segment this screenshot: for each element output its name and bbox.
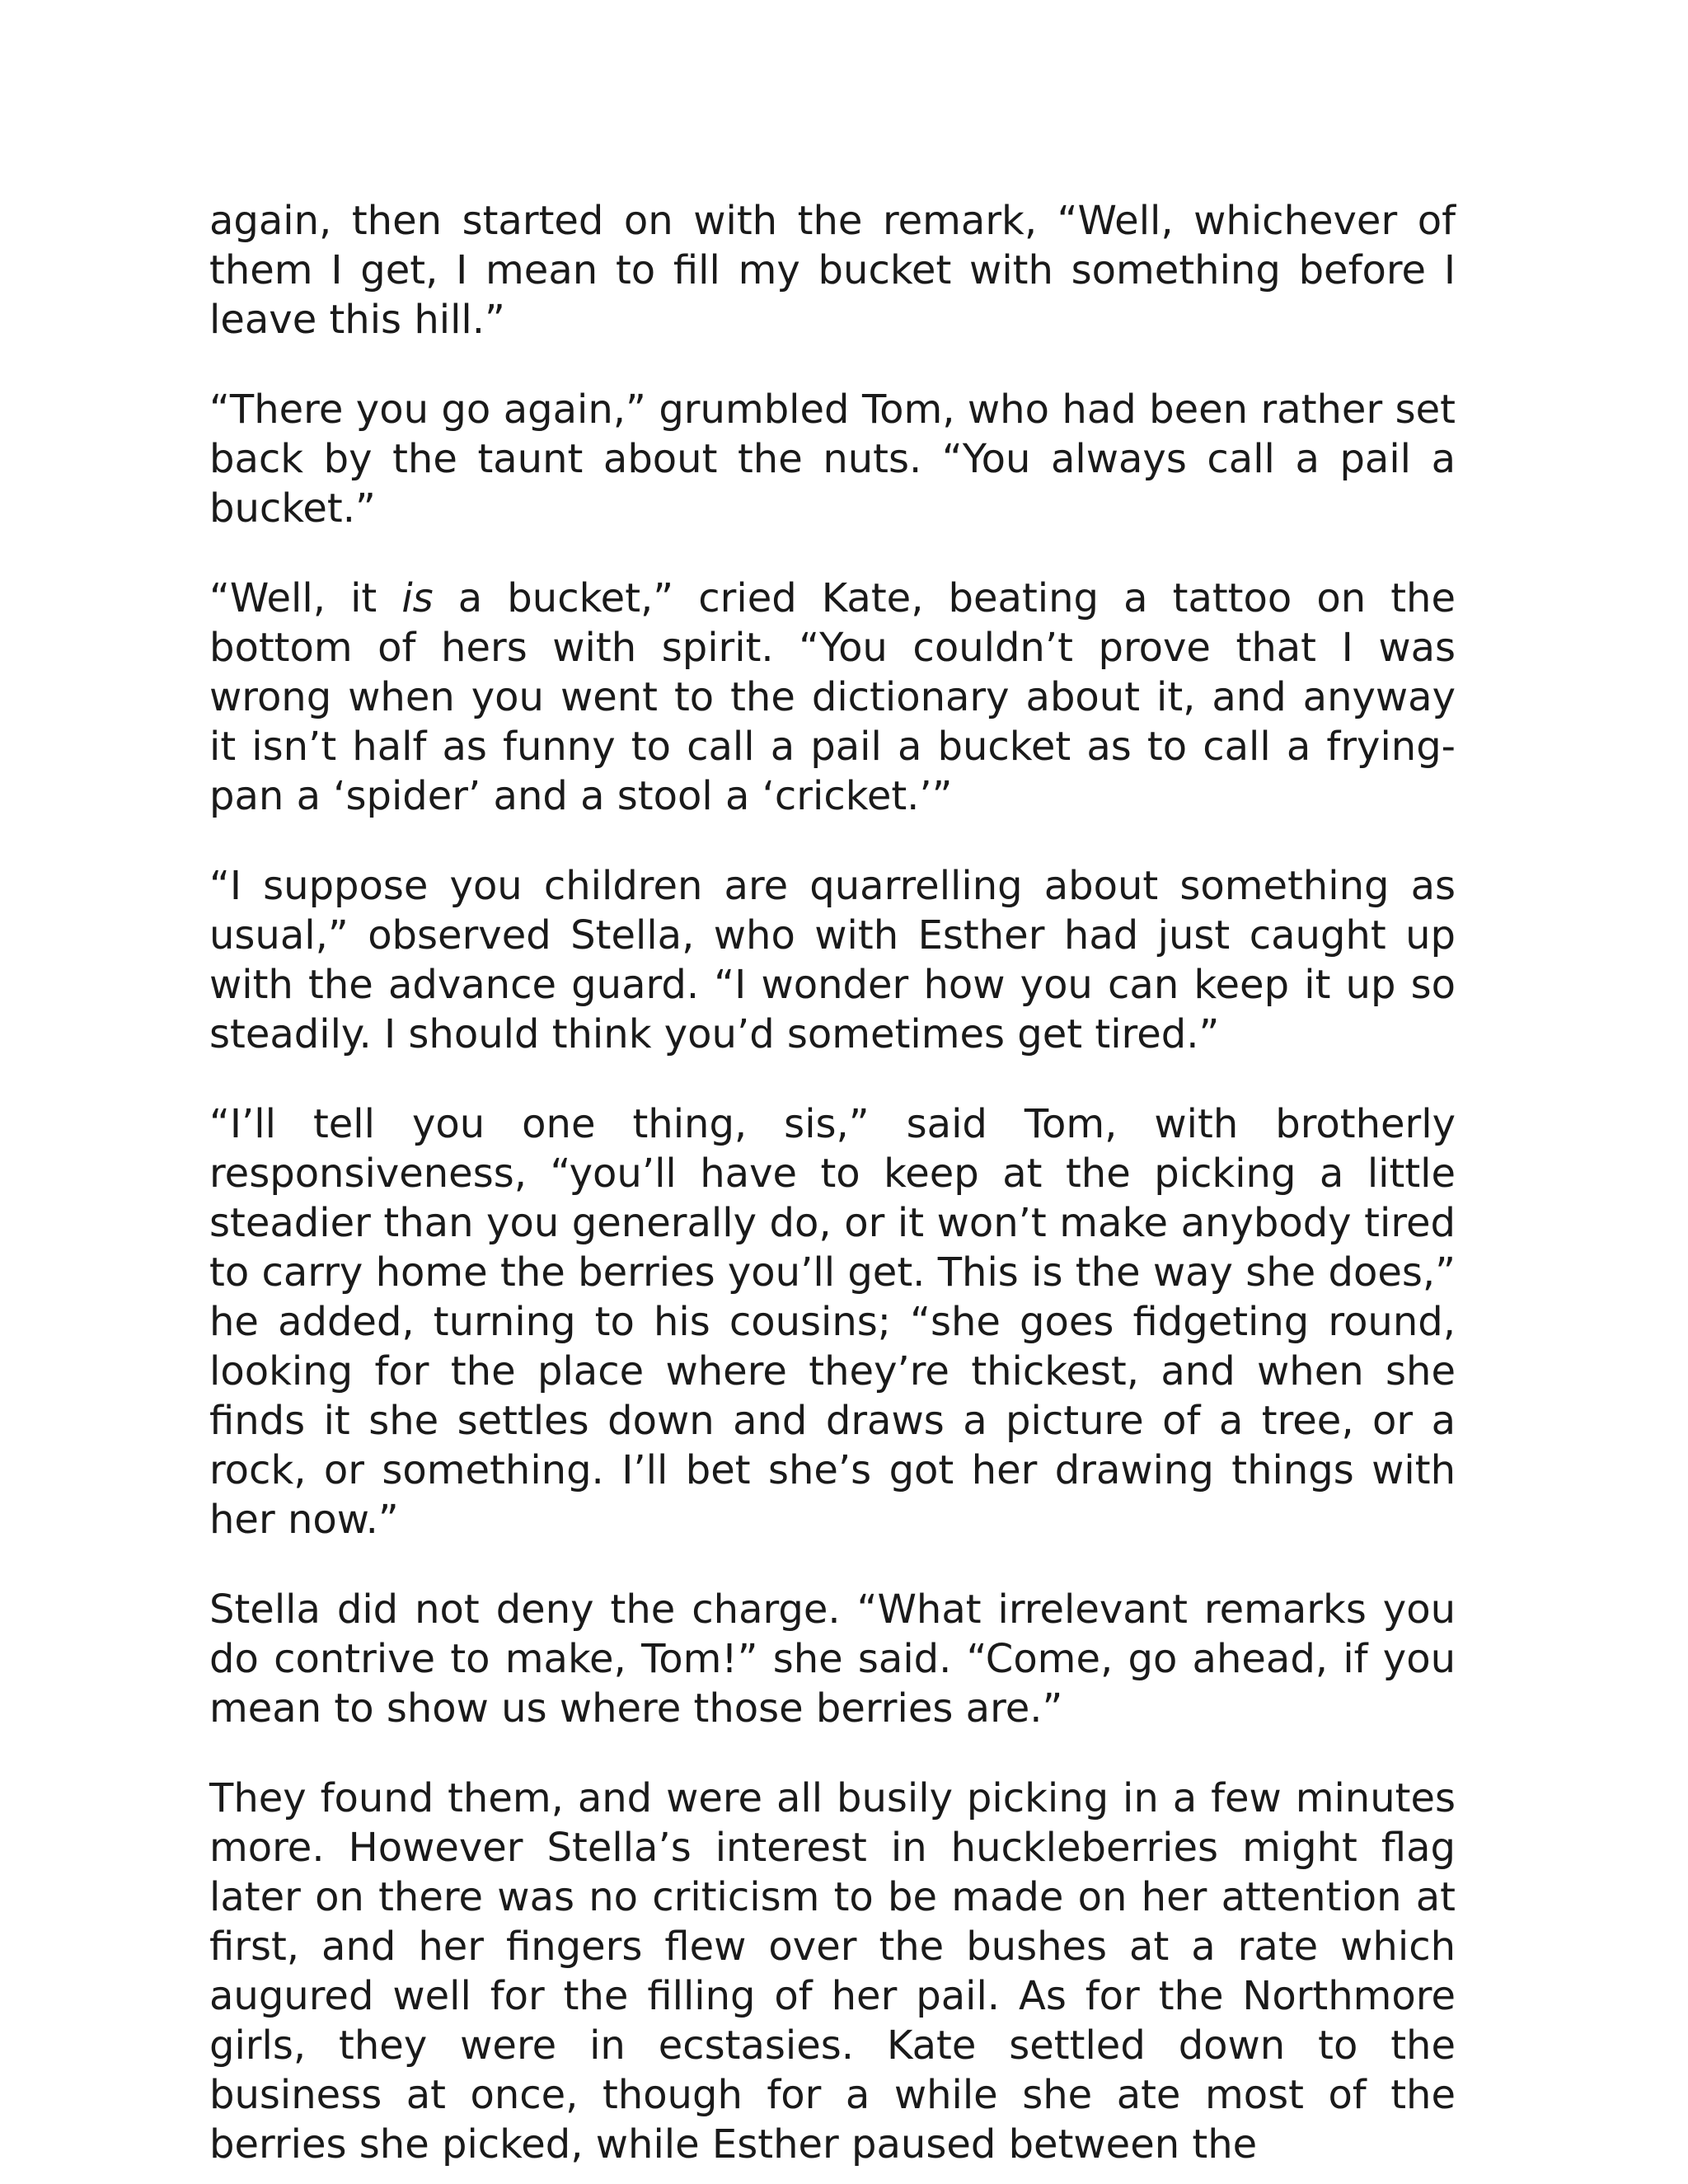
paragraph-text: again, then started on with the remark, “Well, whichever of them I get, I mean to fill my bucket with something before I leave this hill.” [209,198,1456,343]
paragraph [209,1585,1456,1733]
paragraph-text-before: “Well, it [209,575,402,621]
paragraph-text: “I’ll tell you one thing, sis,” said Tom, with brotherly responsiveness, “you’ll have to keep at the picking a little steadier than you generally do, or it won’t make anybody tired to carry home the berries you’ll get. This is the way she does,” he added, turning to his cousins; “she goes fidgeting round, looking for the place where they’re thickest, and when she finds it she settles down and draws a picture of a tree, or a rock, or something. I’ll bet she’s got her drawing things with her now.” [209,1101,1456,1543]
page-body [209,196,1456,2169]
paragraph-text: They found them, and were all busily picking in a few minutes more. However Stella’s interest in huckleberries might flag later on there was no criticism to be made on her attention at first, and her fingers flew over the bushes at a rate which augured well for the filling of her pail. As for the Northmore girls, they were in ecstasies. Kate settled down to the business at once, though for a while she ate most of the berries she picked, while Esther paused between the [209,1775,1456,2168]
paragraph [209,1099,1456,1544]
paragraph-text-after: a bucket,” cried Kate, beating a tattoo on the bottom of hers with spirit. “You couldn’t prove that I was wrong when you went to the dictionary about it, and anyway it isn’t half as funny to call a pail a bucket as to call a frying-pan a ‘spider’ and a stool a ‘cricket.’” [209,575,1456,819]
paragraph-text: Stella did not deny the charge. “What irrelevant remarks you do contrive to make, Tom!” she said. “Come, go ahead, if you mean to show us where those berries are.” [209,1586,1456,1732]
paragraph-text: “There you go again,” grumbled Tom, who had been rather set back by the taunt about the nuts. “You always call a pail a bucket.” [209,387,1456,532]
paragraph [209,861,1456,1059]
emphasized-word: is [401,575,434,621]
paragraph-text: “I suppose you children are quarrelling about something as usual,” observed Stella, who with Esther had just caught up with the advance guard. “I wonder how you can keep it up so steadily. I should think you’d sometimes get tired.” [209,863,1456,1057]
paragraph [209,196,1456,344]
paragraph [209,574,1456,821]
paragraph [209,385,1456,533]
paragraph [209,1774,1456,2169]
